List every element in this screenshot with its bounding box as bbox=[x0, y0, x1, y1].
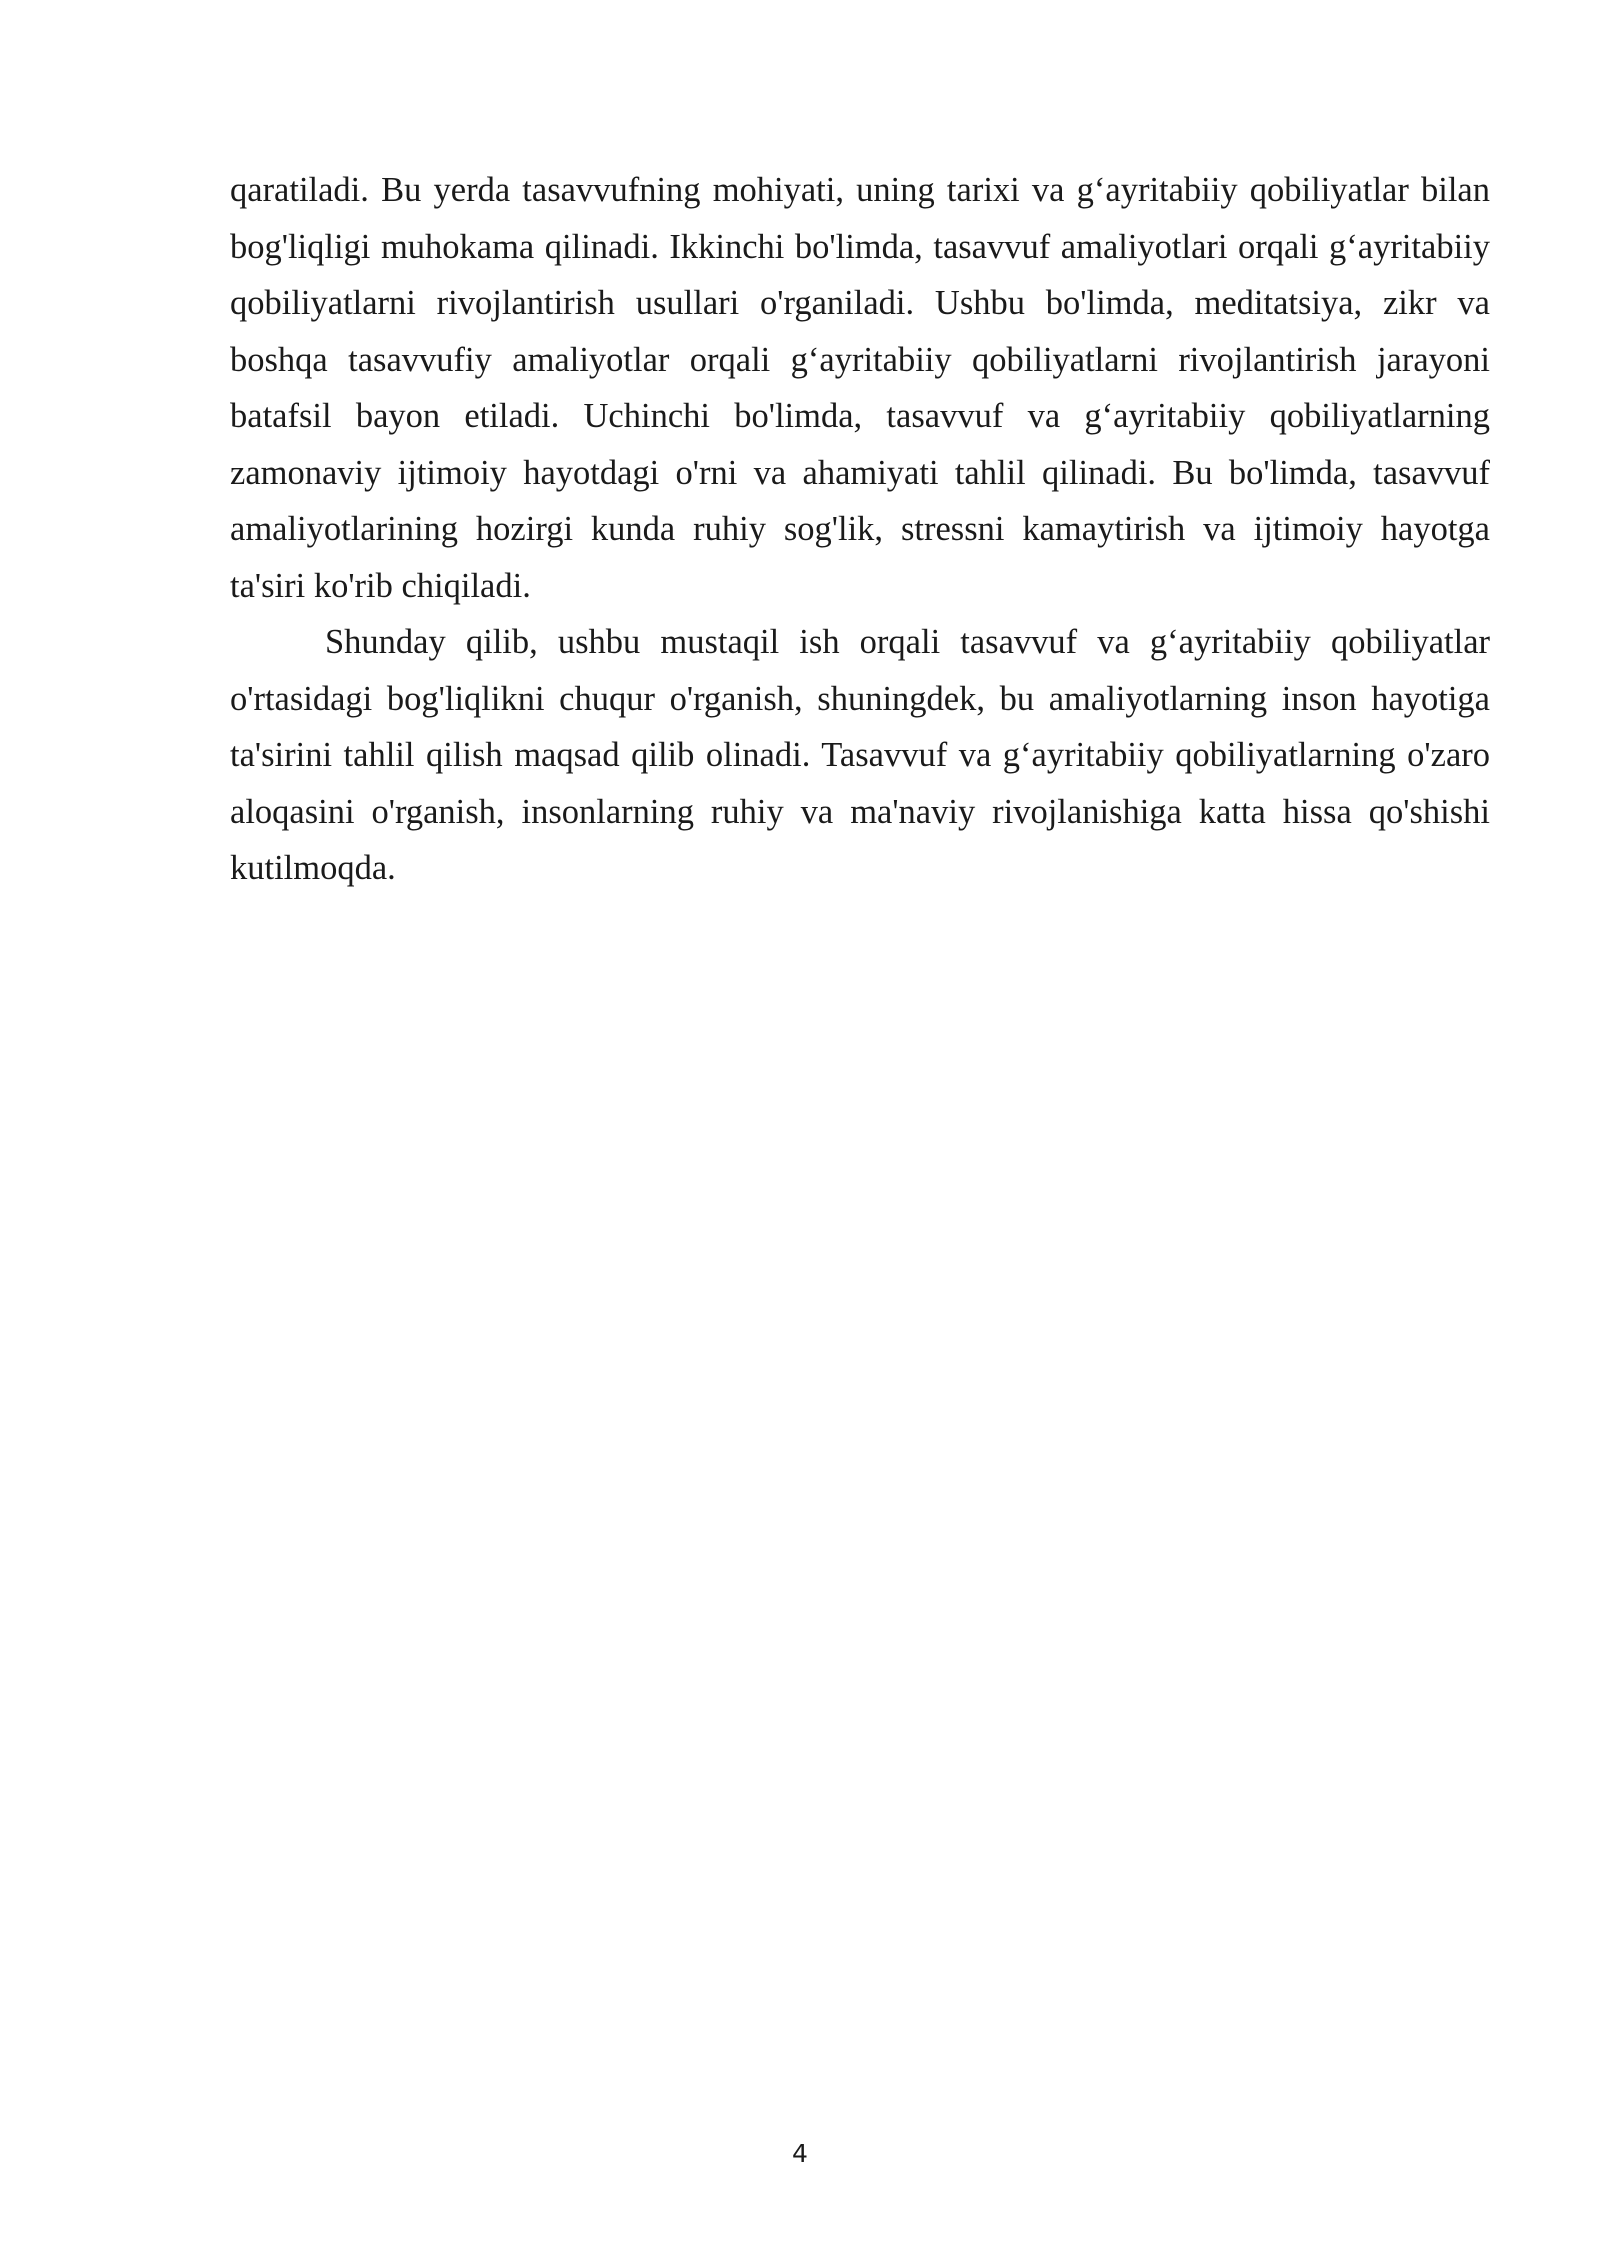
body-text bbox=[230, 162, 1490, 897]
page-number: 4 bbox=[792, 2139, 808, 2168]
paragraph-continuation: qaratiladi. Bu yerda tasavvufning mohiyati, uning tarixi va g‘ayritabiiy qobiliyatlar bilan bog'liqligi muhokama qilinadi. Ikkinchi bo'limda, tasavvuf amaliyotlari orqali g‘ayritabiiy qobiliyatlarni rivojlantirish usullari o'rganiladi. Ushbu bo'limda, meditatsiya, zikr va boshqa tasavvufiy amaliyotlar orqali g‘ayritabiiy qobiliyatlarni rivojlantirish jarayoni batafsil bayon etiladi. Uchinchi bo'limda, tasavvuf va g‘ayritabiiy qobiliyatlarning zamonaviy ijtimoiy hayotdagi o'rni va ahamiyati tahlil qilinadi. Bu bo'limda, tasavvuf amaliyotlarining hozirgi kunda ruhiy sog'lik, stressni kamaytirish va ijtimoiy hayotga ta'siri ko'rib chiqiladi. bbox=[230, 171, 1490, 605]
paragraph-conclusion: Shunday qilib, ushbu mustaqil ish orqali tasavvuf va g‘ayritabiiy qobiliyatlar o'rtasidagi bog'liqlikni chuqur o'rganish, shuningdek, bu amaliyotlarning inson hayotiga ta'sirini tahlil qilish maqsad qilib olinadi. Tasavvuf va g‘ayritabiiy qobiliyatlarning o'zaro aloqasini o'rganish, insonlarning ruhiy va ma'naviy rivojlanishiga katta hissa qo'shishi kutilmoqda. bbox=[230, 623, 1490, 887]
